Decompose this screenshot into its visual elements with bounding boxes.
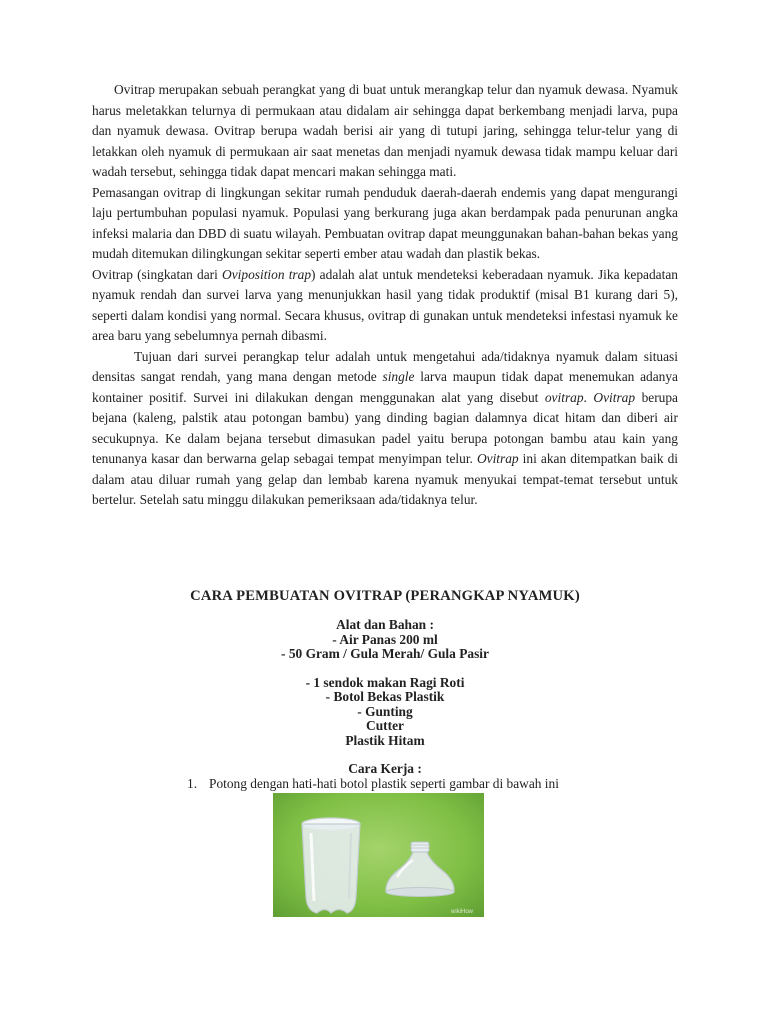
paragraph-4-emphasis-4: Ovitrap [476, 451, 519, 466]
paragraph-4-emphasis-1: single [382, 369, 415, 384]
paragraph-4 [92, 347, 678, 511]
paragraph-3-text-b: ) adalah alat untuk mendeteksi keberadaan nyamuk. Jika kepadatan nyamuk rendah dan survei larva yang menunjukkan hasil yang tidak produktif (misal B1 kurang dari 5), seperti dalam kondisi yang normal. Secara khusus, ovitrap di gunakan untuk mendeteksi infestasi nyamuk ke area baru yang sebelumnya pernah dibasmi. [92, 266, 678, 343]
cut-bottle-bottom [302, 818, 360, 913]
paragraph-3-emphasis: Oviposition trap [222, 266, 312, 282]
material-item: - 1 sendok makan Ragi Roti [305, 674, 465, 690]
step-text: Potong dengan hati-hati botol plastik seperti gambar di bawah ini [209, 776, 559, 791]
material-item: Plastik Hitam [345, 732, 425, 748]
material-item: - Botol Bekas Plastik [325, 689, 445, 704]
step-number: 1. [187, 776, 198, 791]
paragraph-4-emphasis-3: Ovitrap [593, 389, 636, 405]
paragraph-4-text-a: Tujuan dari survei perangkap telur adalah untuk mengetahui ada/tidaknya nyamuk dalam situasi densitas sangat rendah, yang mana dengan metode [92, 348, 678, 384]
paragraph-4-text-b: larva maupun tidak dapat menemukan adanya kontainer positif. Survei ini dilakukan dengan menggunakan alat yang disebut [92, 369, 679, 405]
paragraph-2: Pemasangan ovitrap di lingkungan sekitar rumah penduduk daerah-daerah endemis yang dapat mengurangi laju pertumbuhan populasi nyamuk. Populasi yang berkurang juga akan berdampak pada penurunan angka infeksi malaria dan DBD di suatu wilayah. Pembuatan ovitrap dapat meunggunakan bahan-bahan bekas yang mudah ditemukan dilingkungan sekitar seperti ember atau wadah dan plastik bekas. [92, 184, 678, 261]
material-item: - Gunting [357, 703, 413, 719]
paragraph-4-text-e: ini akan ditempatkan baik di dalam atau diluar rumah yang gelap dan lembab karena nyamuk menyukai tempat-temat tersebut untuk bertelur. Setelah satu minggu dilakukan pemeriksaan ada/tidaknya telur. [92, 451, 678, 507]
materials-list [92, 618, 678, 777]
paragraph-4-text-c: . [583, 389, 594, 405]
materials-title: Alat dan Bahan : [336, 617, 434, 632]
body-text [92, 80, 678, 511]
watermark-text: wikiHow [451, 909, 474, 915]
material-item: - 50 Gram / Gula Merah/ Gula Pasir [281, 646, 489, 661]
paragraph-4-text-d: berupa bejana (kaleng, palstik atau potongan bambu) yang dinding bagian dalamnya dicat hitam dan diberi air secukupnya. Ke dalam bejana tersebut dimasukan padel yaitu berupa potongan bambu atau kain yang tenunanya kasar dan berwarna gelap sebagai tempat menyimpan telur. [92, 389, 678, 466]
material-item: - Air Panas 200 ml [332, 631, 438, 647]
paragraph-1: Ovitrap merupakan sebuah perangkat yang di buat untuk merangkap telur dan nyamuk dewasa. Nyamuk harus meletakkan telurnya di permukaan atau didalam air sehingga dapat berkembang menjadi larva, pupa dan nyamuk dewasa. Ovitrap berupa wadah berisi air yang di tutupi jaring, sehingga telur-telur yang di letakkan oleh nyamuk di permukaan air saat menetas dan menjadi nyamuk dewasa tidak mampu keluar dari wadah tersebut, sehingga tidak dapat mencari makan sehingga mati. [92, 82, 678, 179]
steps-title: Cara Kerja : [348, 761, 422, 776]
paragraph-3-text-a: Ovitrap (singkatan dari [92, 266, 223, 282]
paragraph-3 [92, 265, 678, 347]
material-item: Cutter [366, 718, 404, 733]
section-heading: CARA PEMBUATAN OVITRAP (PERANGKAP NYAMUK) [190, 588, 580, 604]
paragraph-4-emphasis-2: ovitrap [544, 389, 584, 405]
step-item [187, 776, 559, 792]
cut-bottle-top [386, 842, 454, 897]
bottle-illustration-svg [273, 793, 484, 917]
bottle-cut-illustration [273, 793, 484, 917]
